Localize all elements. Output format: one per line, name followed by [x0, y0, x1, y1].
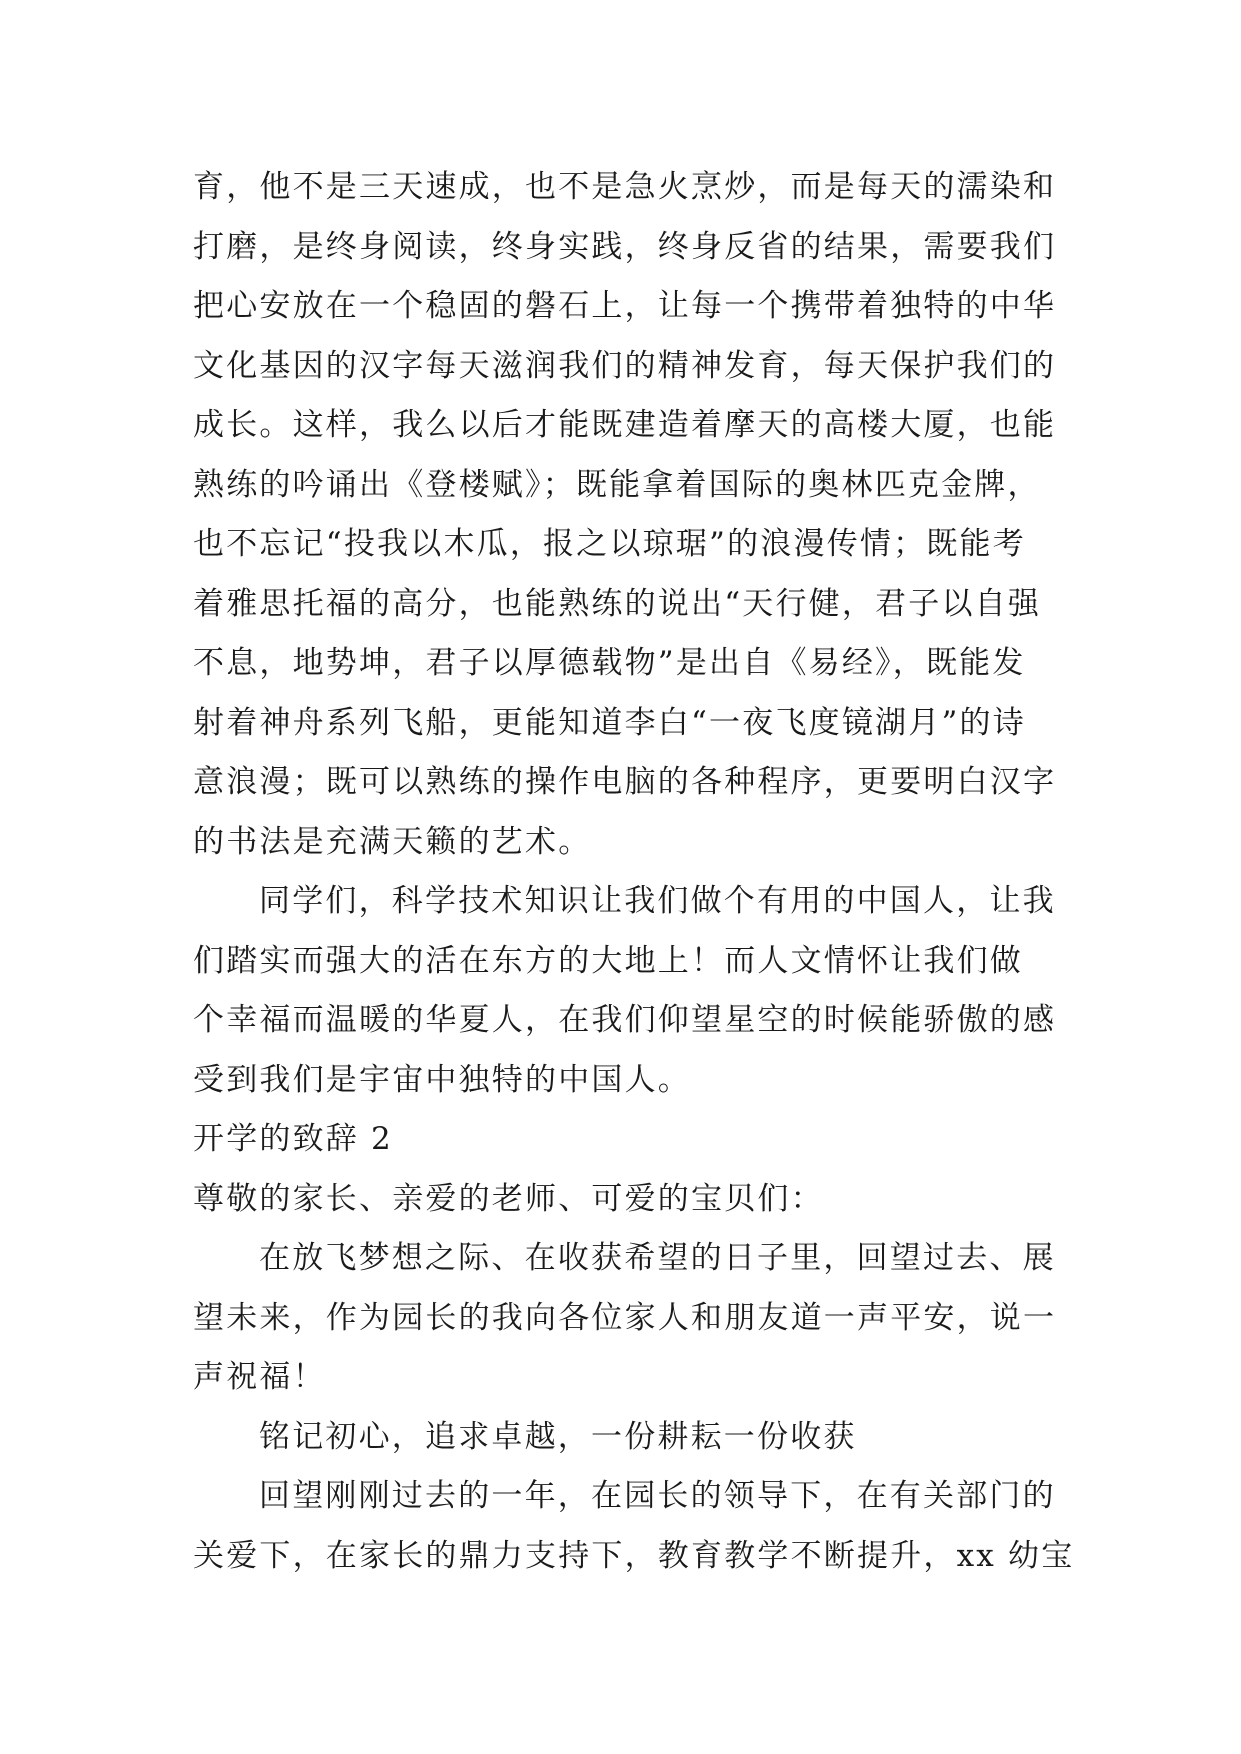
text-line: 熟练的吟诵出《登楼赋》；既能拿着国际的奥林匹克金牌， [193, 466, 1041, 503]
document-body [193, 158, 1075, 1586]
paragraph-first-line: 回望刚刚过去的一年，在园长的领导下，在有关部门的 [259, 1478, 1056, 1514]
text-line: 也不忘记“投我以木瓜，报之以琼琚”的浪漫传情；既能考 [193, 526, 1026, 562]
text-line: 着雅思托福的高分，也能熟练的说出“天行健，君子以自强 [193, 585, 1042, 622]
subheading: 铭记初心，追求卓越，一份耕耘一份收获 [259, 1418, 857, 1455]
text-line: 个幸福而温暖的华夏人，在我们仰望星空的时候能骄傲的感 [193, 1002, 1057, 1038]
text-line: 不息，地势坤，君子以厚德载物”是出自《易经》，既能发 [193, 645, 1026, 681]
text-line: 成长。这样，我么以后才能既建造着摩天的高楼大厦，也能 [193, 407, 1057, 443]
text-line: 意浪漫；既可以熟练的操作电脑的各种程序，更要明白汉字 [193, 764, 1057, 800]
text-line: 文化基因的汉字每天滋润我们的精神发育，每天保护我们的 [193, 347, 1057, 384]
text-line: 射着神舟系列飞船，更能知道李白“一夜飞度镜湖月”的诗 [193, 704, 1026, 741]
text-line: 们踏实而强大的活在东方的大地上！而人文情怀让我们做 [193, 942, 1023, 979]
text-line: 的书法是充满天籁的艺术。 [193, 823, 592, 860]
text-line: 打磨，是终身阅读，终身实践，终身反省的结果，需要我们 [193, 228, 1057, 265]
text-line: 把心安放在一个稳固的磐石上，让每一个携带着独特的中华 [193, 288, 1057, 324]
text-line: 关爱下，在家长的鼎力支持下，教育教学不断提升，xx 幼宝 [193, 1537, 1075, 1574]
paragraph-first-line: 同学们，科学技术知识让我们做个有用的中国人，让我 [259, 883, 1056, 919]
salutation: 尊敬的家长、亲爱的老师、可爱的宝贝们： [193, 1180, 824, 1217]
text-line: 育，他不是三天速成，也不是急火烹炒，而是每天的濡染和 [193, 169, 1057, 205]
section-title: 开学的致辞 2 [193, 1121, 393, 1157]
paragraph-first-line: 在放飞梦想之际、在收获希望的日子里，回望过去、展 [259, 1240, 1056, 1276]
text-line: 声祝福！ [193, 1359, 326, 1395]
text-line: 望未来，作为园长的我向各位家人和朋友道一声平安，说一 [193, 1299, 1057, 1336]
text-line: 受到我们是宇宙中独特的中国人。 [193, 1061, 691, 1098]
